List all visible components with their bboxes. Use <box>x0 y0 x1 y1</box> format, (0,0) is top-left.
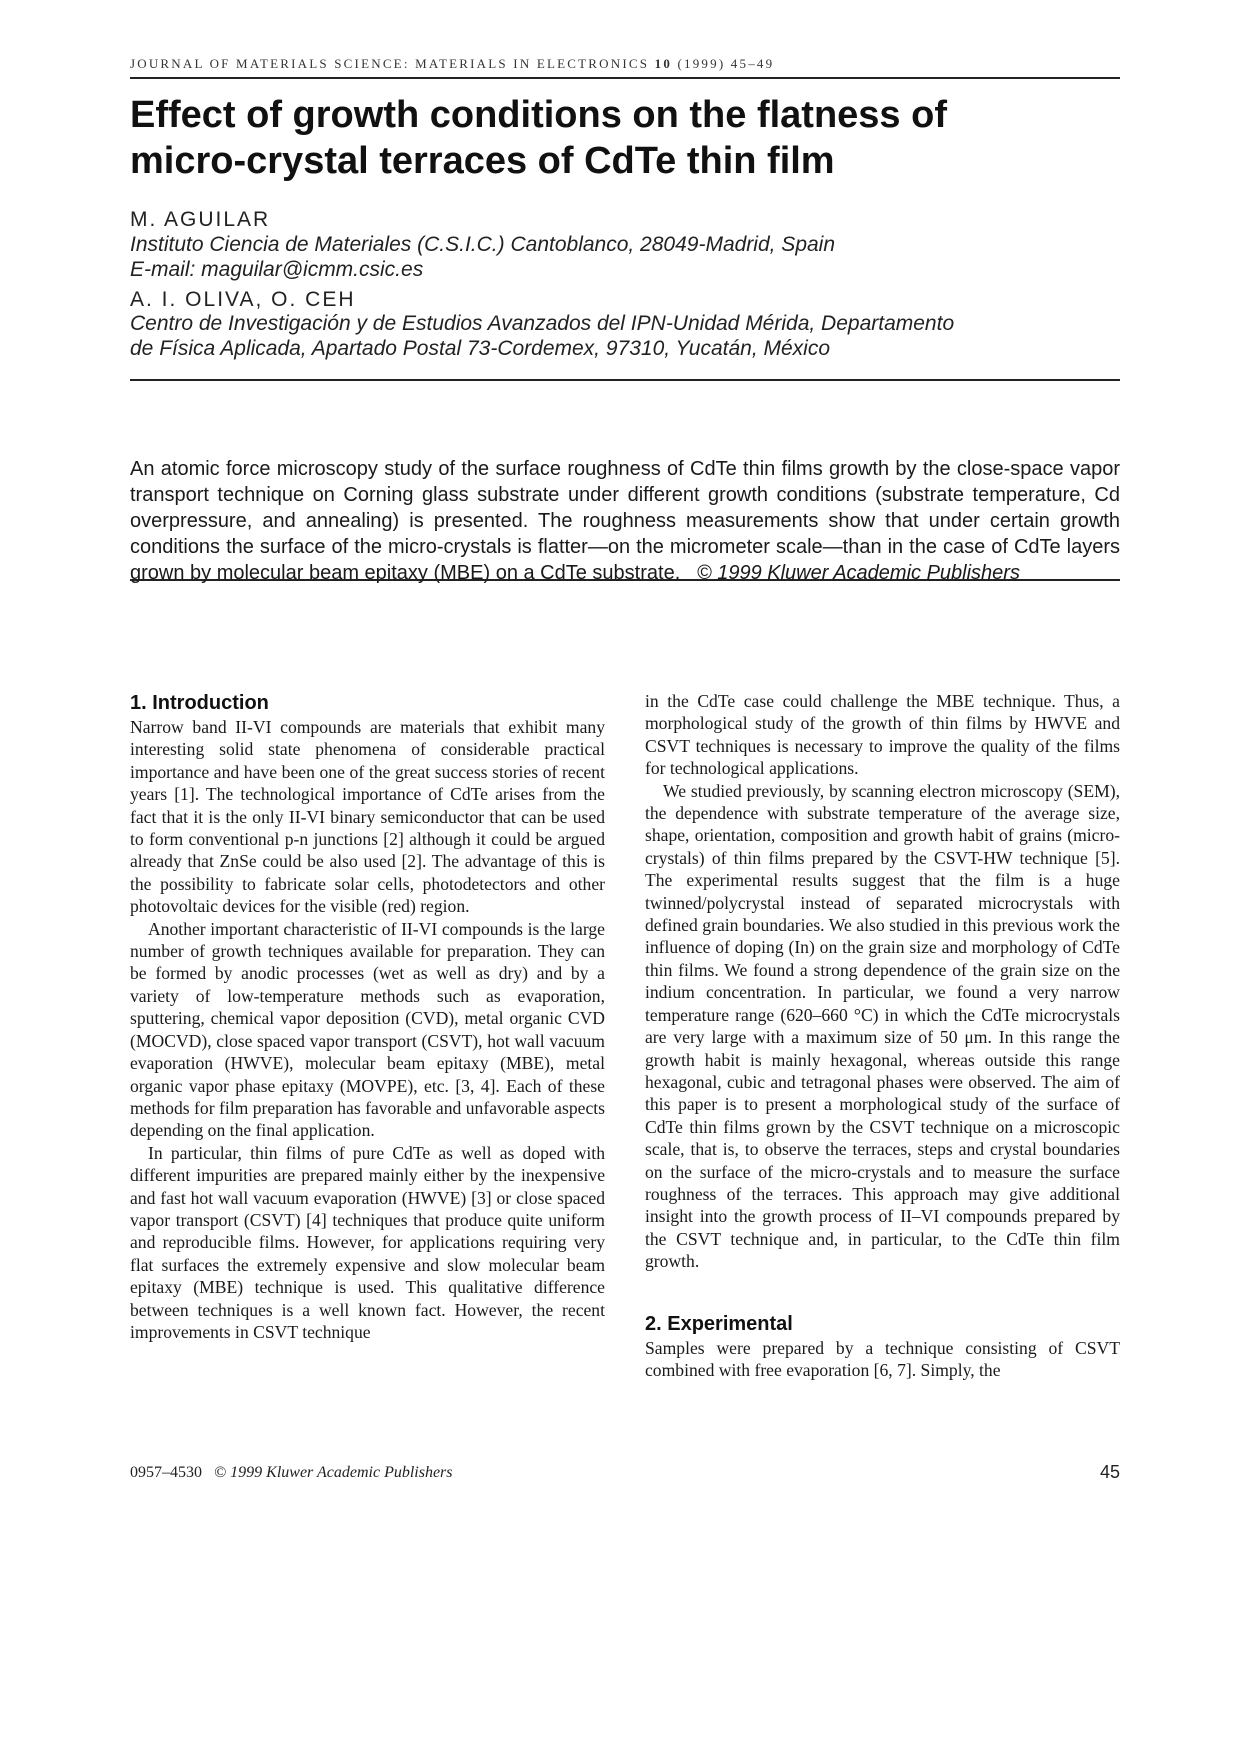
author-group-1: M. AGUILAR <box>130 208 271 231</box>
left-column <box>130 690 605 1343</box>
running-head <box>130 56 1120 72</box>
paper-title <box>130 92 1120 184</box>
page-number: 45 <box>1099 1462 1120 1482</box>
abstract-rule-bottom <box>130 579 1120 581</box>
footer-copyright: © 1999 Kluwer Academic Publishers <box>214 1464 453 1481</box>
footer-issn <box>130 1464 453 1482</box>
intro-continuation: in the CdTe case could challenge the MBE technique. Thus, a morphological study of the growth of thin films by HWVE and CSVT techniques is necessary to improve the quality of the films for technological applications. <box>645 691 1120 779</box>
abstract-copyright: © 1999 Kluwer Academic Publishers <box>696 562 1020 584</box>
abstract-rule-top <box>130 379 1120 381</box>
intro-paragraph-3: In particular, thin films of pure CdTe as well as doped with different impurities are prepared mainly either by the inexpensive and fast hot wall vacuum evaporation (HWVE) [3] or close spaced vapor transport (CSVT) [4] techniques that produce quite uniform and reproducible films. However, for applications requiring very flat surfaces the extremely expensive and slow molecular beam epitaxy (MBE) technique is used. This qualitative difference between techniques is a well known fact. However, the recent improvements in CSVT technique <box>130 1142 605 1342</box>
journal-pages: (1999) 45–49 <box>677 56 775 71</box>
journal-volume: 10 <box>654 56 673 71</box>
affiliation-1-line-1: Instituto Ciencia de Materiales (C.S.I.C.) Cantoblanco, 28049-Madrid, Spain <box>130 233 836 256</box>
intro-paragraph-2: Another important characteristic of II-VI compounds is the large number of growth techniques available for preparation. They can be formed by anodic processes (wet as well as dry) and by a variety of low-temperature methods such as evaporation, sputtering, chemical vapor deposition (CVD), metal organic CVD (MOCVD), close spaced vapor transport (CSVT), hot wall vacuum evaporation (HWVE), molecular beam epitaxy (MBE), metal organic vapor phase epitaxy (MOVPE), etc. [3, 4]. Each of these methods for film preparation has favorable and unfavorable aspects depending on the final application. <box>130 918 605 1141</box>
abstract-text: An atomic force microscopy study of the surface roughness of CdTe thin films growth by the close-space vapor transport technique on Corning glass substrate under different growth conditions (substrate temperature, Cd overpressure, and annealing) is presented. The roughness measurements show that under certain growth conditions the surface of the micro-crystals is flatter—on the micrometer scale—than in the case of CdTe layers grown by molecular beam epitaxy (MBE) on a CdTe substrate. <box>130 458 1120 584</box>
author-group-2: A. I. OLIVA, O. CEH <box>130 288 356 311</box>
journal-name: JOURNAL OF MATERIALS SCIENCE: MATERIALS IN ELECTRONICS <box>130 56 650 71</box>
title-line-2: micro-crystal terraces of CdTe thin film <box>130 140 835 182</box>
title-line-1: Effect of growth conditions on the flatness of <box>130 94 947 136</box>
section-heading-introduction: 1. Introduction <box>130 692 269 714</box>
header-rule <box>130 77 1120 79</box>
affiliation-2-line-2: de Física Aplicada, Apartado Postal 73-Cordemex, 97310, Yucatán, México <box>130 337 831 360</box>
intro-paragraph-1: Narrow band II-VI compounds are materials that exhibit many interesting solid state phenomena of considerable practical importance and have been one of the great success stories of recent years [1]. The technological importance of CdTe arises from the fact that it is the only II-VI binary semiconductor that can be used to form conventional p-n junctions [2] although it could be argued already that ZnSe could be also used [2]. The advantage of this is the possibility to fabricate solar cells, photodetectors and other photovoltaic devices for the visible (red) region. <box>130 717 605 917</box>
affiliation-2-line-1: Centro de Investigación y de Estudios Avanzados del IPN-Unidad Mérida, Departamento <box>130 312 955 335</box>
section-heading-experimental: 2. Experimental <box>645 1312 793 1335</box>
experimental-paragraph: Samples were prepared by a technique consisting of CSVT combined with free evaporation [6, 7]. Simply, the <box>645 1337 1120 1380</box>
affiliation-1-email: E-mail: maguilar@icmm.csic.es <box>130 258 424 281</box>
affiliation-2 <box>130 311 1120 361</box>
abstract <box>130 456 1120 586</box>
issn: 0957–4530 <box>130 1464 202 1481</box>
right-column <box>645 690 1120 1381</box>
section-spacer <box>645 1273 1120 1311</box>
affiliation-1 <box>130 232 1120 282</box>
paper-page <box>130 0 1120 1753</box>
intro-paragraph-4: We studied previously, by scanning electron microscopy (SEM), the dependence with substrate temperature of the average size, shape, orientation, composition and growth habit of grains (micro-crystals) of thin films prepared by the CSVT-HW technique [5]. The experimental results suggest that the film is a huge twinned/polycrystal instead of separated microcrystals with defined grain boundaries. We also studied in this previous work the influence of doping (In) on the grain size and morphology of CdTe thin films. We found a strong dependence of the grain size on the indium concentration. In particular, we found a very narrow temperature range (620–660 °C) in which the CdTe microcrystals are very large with a maximum size of 50 μm. In this range the growth habit is mainly hexagonal, whereas outside this range hexagonal, cubic and tetragonal phases were observed. The aim of this paper is to present a morphological study of the surface of CdTe thin films grown by the CSVT technique on a microscopic scale, that is, to observe the terraces, steps and crystal boundaries on the surface of the micro-crystals and to measure the surface roughness of the terraces. This approach may give additional insight into the growth process of II–VI compounds prepared by the CSVT technique and, in particular, to the CdTe thin film growth. <box>645 780 1120 1272</box>
